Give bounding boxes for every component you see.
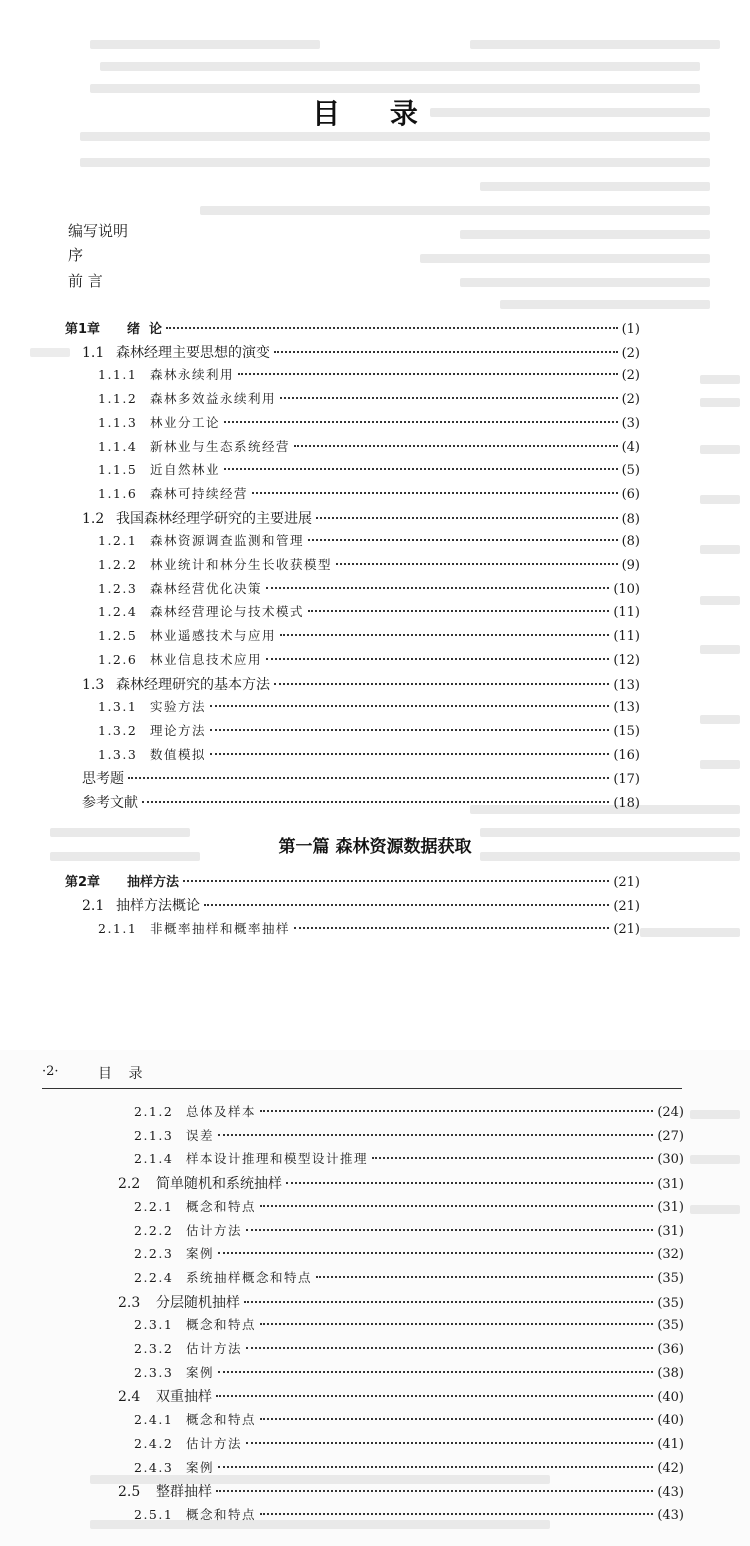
bleed-through-line	[700, 645, 740, 654]
toc-entry-number: 2.1.1	[98, 921, 138, 936]
toc-entry-number: 1.2.4	[98, 604, 138, 620]
toc-entry-page: (21)	[613, 922, 640, 937]
toc-entry-number: 2.2.4	[134, 1269, 174, 1285]
toc-entry-number: 1.1.6	[98, 485, 138, 501]
toc-entry[interactable]	[98, 579, 640, 603]
bleed-through-line	[700, 715, 740, 724]
toc-entry-number: 第2章	[65, 875, 101, 890]
bleed-through-line	[500, 300, 710, 309]
toc-entry-page: (38)	[657, 1365, 684, 1381]
toc-entry-title: 案例	[186, 1364, 215, 1380]
bleed-through-line	[480, 182, 710, 191]
toc-entry-page: (8)	[621, 534, 640, 550]
toc-entry-page: (3)	[621, 415, 640, 431]
toc-entry-title: 森林多效益永续利用	[150, 391, 277, 407]
bleed-through-line	[690, 1155, 740, 1164]
bleed-through-line	[700, 495, 740, 504]
front-matter-item[interactable]: 序	[68, 246, 84, 264]
toc-entry[interactable]	[134, 1244, 684, 1268]
toc-entry-page: (16)	[613, 747, 640, 763]
toc-entry-number: 2.3	[118, 1294, 141, 1311]
toc-entry[interactable]	[134, 1102, 684, 1126]
toc-entry-page: (13)	[613, 677, 640, 693]
bleed-through-line	[460, 230, 710, 239]
dot-leader	[210, 704, 609, 707]
toc-entry-page: (31)	[657, 1223, 684, 1239]
dot-leader	[218, 1370, 653, 1373]
toc-entry[interactable]	[134, 1197, 684, 1221]
toc-entry[interactable]	[134, 1268, 684, 1292]
toc-entry-number: 1.2.1	[98, 533, 138, 549]
dot-leader	[166, 326, 618, 329]
toc-entry-page: (21)	[613, 899, 640, 914]
toc-entry-title: 林业信息技术应用	[150, 651, 263, 667]
toc-entry-title: 森林经营优化决策	[150, 580, 263, 596]
toc-entry[interactable]	[98, 460, 640, 484]
toc-entry[interactable]	[134, 1339, 684, 1363]
toc-entry-page: (11)	[613, 629, 640, 645]
bleed-through-line	[700, 375, 740, 384]
toc-entry[interactable]	[82, 792, 640, 816]
dot-leader	[183, 879, 609, 882]
toc-entry-title: 参考文献	[82, 795, 138, 811]
dot-leader	[294, 444, 618, 447]
toc-entry-page: (9)	[621, 558, 640, 573]
front-matter-item[interactable]: 编写说明	[68, 222, 129, 240]
toc-entry-page: (27)	[657, 1128, 684, 1144]
toc-entry-title: 森林永续利用	[150, 367, 235, 383]
dot-leader	[260, 1417, 653, 1420]
toc-entry-page: (8)	[621, 511, 640, 527]
toc-entry-page: (35)	[657, 1318, 684, 1334]
dot-leader	[286, 1181, 653, 1184]
dot-leader	[218, 1465, 653, 1468]
dot-leader	[336, 562, 618, 565]
toc-entry-number: 1.1.2	[98, 391, 138, 407]
toc-entry-title: 概念和特点	[186, 1412, 257, 1428]
toc-entry-title: 分层随机抽样	[156, 1294, 240, 1311]
toc-entry-number: 2.1.3	[134, 1127, 174, 1143]
toc-entry[interactable]	[134, 1505, 684, 1529]
toc-entry-number: 1.2.2	[98, 557, 138, 572]
toc-entry-page: (31)	[657, 1199, 684, 1215]
toc-entry-number: 1.2	[82, 510, 105, 527]
toc-entry-title: 我国森林经理学研究的主要进展	[116, 510, 312, 527]
bleed-through-line	[690, 1205, 740, 1214]
toc-entry[interactable]	[82, 768, 640, 792]
running-title: 目 录	[98, 1066, 149, 1082]
bleed-through-line	[460, 278, 710, 287]
toc-entry-page: (35)	[657, 1270, 684, 1286]
toc-entry-page: (15)	[613, 723, 640, 739]
toc-entry-title: 森林可持续经营	[150, 485, 249, 501]
toc-entry-title: 绪 论	[127, 322, 163, 337]
toc-entry-number: 2.1	[82, 898, 105, 914]
toc-entry[interactable]	[134, 1221, 684, 1245]
toc-entry-title: 森林资源调查监测和管理	[150, 533, 305, 549]
bleed-through-line	[420, 254, 710, 263]
toc-entry[interactable]	[82, 508, 640, 532]
toc-entry-title: 林业统计和林分生长收获模型	[150, 557, 333, 572]
toc-entry-number: 1.1	[82, 344, 105, 361]
toc-entry-page: (6)	[621, 486, 640, 502]
toc-entry-title: 案例	[186, 1459, 215, 1475]
toc-entry[interactable]	[82, 895, 640, 919]
bleed-through-line	[100, 62, 700, 71]
dot-leader	[142, 800, 609, 803]
toc-entry[interactable]	[98, 602, 640, 626]
toc-entry-page: (11)	[613, 605, 640, 621]
toc-entry[interactable]	[134, 1126, 684, 1150]
toc-entry-number: 1.2.6	[98, 651, 138, 667]
dot-leader	[308, 609, 609, 612]
toc-entry-number: 2.1.4	[134, 1151, 174, 1167]
toc-entry-title: 林业遥感技术与应用	[150, 628, 277, 644]
toc-entry-page: (40)	[657, 1413, 684, 1429]
toc-entry-page: (35)	[657, 1295, 684, 1311]
bleed-through-line	[80, 132, 710, 141]
toc-entry[interactable]	[98, 531, 640, 555]
dot-leader	[260, 1512, 653, 1515]
toc-entry-page: (12)	[613, 652, 640, 668]
toc-entry-title: 森林经理主要思想的演变	[116, 344, 270, 361]
toc-entry[interactable]	[118, 1386, 684, 1410]
running-header	[42, 1062, 682, 1089]
toc-entry[interactable]	[82, 674, 640, 698]
bleed-through-line	[700, 445, 740, 454]
page-gap	[0, 955, 750, 1050]
dot-leader	[274, 350, 618, 353]
toc-entry-number: 1.3.2	[98, 722, 138, 738]
toc-entry-page: (30)	[657, 1152, 684, 1168]
toc-entry-page: (1)	[621, 322, 640, 337]
dot-leader	[210, 752, 609, 755]
dot-leader	[238, 372, 618, 375]
toc-entry[interactable]	[98, 626, 640, 650]
toc-entry-title: 概念和特点	[186, 1506, 257, 1522]
dot-leader	[280, 633, 609, 636]
toc-entry-title: 系统抽样概念和特点	[186, 1269, 313, 1285]
dot-leader	[224, 420, 618, 423]
toc-entry-page: (40)	[657, 1390, 684, 1406]
toc-entry-page: (13)	[613, 700, 640, 716]
toc-entry[interactable]	[118, 1173, 684, 1197]
dot-leader	[246, 1441, 653, 1444]
dot-leader	[224, 467, 618, 470]
toc-entry-number: 1.3.1	[98, 699, 138, 715]
toc-entry[interactable]	[98, 745, 640, 769]
dot-leader	[266, 586, 609, 589]
toc-entry-number: 2.4.1	[134, 1412, 174, 1428]
toc-entry-title: 样本设计推理和模型设计推理	[186, 1151, 369, 1167]
dot-leader	[246, 1346, 653, 1349]
toc-entry-number: 2.4	[118, 1389, 141, 1406]
front-matter-item[interactable]: 前 言	[68, 272, 103, 290]
toc-entry-title: 近自然林业	[150, 462, 221, 478]
toc-entry-title: 实验方法	[150, 699, 207, 715]
toc-entry-number: 2.5.1	[134, 1506, 174, 1522]
bleed-through-line	[30, 348, 70, 357]
toc-entry[interactable]	[65, 871, 640, 895]
toc-entry-page: (43)	[657, 1507, 684, 1523]
toc-entry[interactable]	[98, 919, 640, 943]
page-title: 目 录	[312, 97, 438, 130]
toc-entry-number: 2.3.3	[134, 1364, 174, 1380]
toc-entry-number: 2.2.1	[134, 1198, 174, 1214]
toc-entry[interactable]	[98, 555, 640, 579]
toc-entry-title: 理论方法	[150, 722, 207, 738]
toc-entry-title: 思考题	[82, 771, 124, 788]
toc-entry-number: 1.3	[82, 676, 105, 693]
toc-entry-title: 双重抽样	[156, 1389, 212, 1406]
dot-leader	[246, 1228, 653, 1231]
toc-entry[interactable]	[98, 389, 640, 413]
dot-leader	[218, 1251, 653, 1254]
dot-leader	[216, 1489, 653, 1492]
toc-entry-number: 1.3.3	[98, 746, 138, 762]
toc-entry-number: 1.2.3	[98, 580, 138, 596]
toc-entry[interactable]	[118, 1481, 684, 1505]
bleed-through-line	[700, 545, 740, 554]
toc-entry-title: 概念和特点	[186, 1317, 257, 1333]
bleed-through-line	[640, 928, 740, 937]
toc-entry-title: 误差	[186, 1127, 215, 1143]
dot-leader	[294, 926, 609, 929]
dot-leader	[216, 1394, 653, 1397]
toc-entry-title: 新林业与生态系统经营	[150, 438, 291, 454]
bleed-through-line	[90, 40, 320, 49]
toc-entry[interactable]	[134, 1410, 684, 1434]
dot-leader	[128, 776, 609, 779]
bleed-through-line	[80, 158, 710, 167]
toc-entry-number: 2.4.3	[134, 1459, 174, 1475]
bleed-through-line	[470, 40, 720, 49]
toc-page-2	[0, 1050, 750, 1546]
toc-entry[interactable]	[98, 484, 640, 508]
bleed-through-line	[700, 398, 740, 407]
dot-leader	[252, 491, 618, 494]
toc-entry-title: 估计方法	[186, 1222, 243, 1238]
dot-leader	[260, 1204, 653, 1207]
toc-entry[interactable]	[134, 1434, 684, 1458]
toc-entry-title: 总体及样本	[186, 1104, 257, 1119]
dot-leader	[316, 1275, 653, 1278]
bleed-through-line	[690, 1110, 740, 1119]
dot-leader	[204, 903, 609, 906]
toc-entry-page: (43)	[657, 1485, 684, 1501]
page-number: ·2·	[42, 1064, 59, 1079]
dot-leader	[280, 396, 618, 399]
toc-entry-page: (2)	[621, 345, 640, 361]
toc-entry[interactable]	[82, 342, 640, 366]
dot-leader	[274, 682, 609, 685]
toc-entry-number: 2.2.2	[134, 1222, 174, 1238]
bleed-through-line	[200, 206, 710, 215]
dot-leader	[316, 516, 618, 519]
toc-entry-title: 抽样方法	[127, 875, 180, 890]
toc-entry-page: (17)	[613, 772, 640, 788]
toc-entry-number: 2.4.2	[134, 1435, 174, 1451]
dot-leader	[210, 728, 609, 731]
toc-entry-page: (32)	[657, 1247, 684, 1263]
toc-entry-page: (10)	[613, 581, 640, 597]
toc-entry[interactable]	[98, 697, 640, 721]
dot-leader	[266, 657, 609, 660]
toc-entry-title: 案例	[186, 1246, 215, 1262]
bleed-through-line	[700, 760, 740, 769]
toc-entry-number: 2.2.3	[134, 1246, 174, 1262]
toc-entry-number: 1.1.5	[98, 462, 138, 478]
toc-entry[interactable]	[98, 650, 640, 674]
toc-entry[interactable]	[98, 365, 640, 389]
toc-entry-title: 估计方法	[186, 1341, 243, 1356]
toc-entry[interactable]	[65, 318, 640, 342]
toc-entry-number: 第1章	[65, 322, 101, 337]
toc-entry-page: (4)	[621, 439, 640, 455]
toc-entry-number: 2.1.2	[134, 1104, 174, 1119]
dot-leader	[260, 1322, 653, 1325]
toc-entry-page: (18)	[613, 796, 640, 811]
toc-entry-page: (24)	[657, 1105, 684, 1120]
toc-entry-title: 森林经营理论与技术模式	[150, 604, 305, 620]
toc-entry-page: (36)	[657, 1342, 684, 1357]
toc-entry-number: 1.1.4	[98, 438, 138, 454]
dot-leader	[372, 1156, 653, 1159]
toc-entry[interactable]	[134, 1458, 684, 1482]
toc-entry[interactable]	[134, 1315, 684, 1339]
toc-entry-number: 2.5	[118, 1484, 141, 1501]
toc-entry-title: 抽样方法概论	[116, 898, 200, 914]
toc-entry-title: 简单随机和系统抽样	[156, 1176, 282, 1193]
dot-leader	[244, 1300, 653, 1303]
toc-entry-title: 整群抽样	[156, 1484, 212, 1501]
dot-leader	[260, 1109, 653, 1112]
toc-entry-number: 2.3.1	[134, 1317, 174, 1333]
toc-entry-number: 1.2.5	[98, 628, 138, 644]
bleed-through-line	[700, 596, 740, 605]
toc-entry-title: 估计方法	[186, 1435, 243, 1451]
toc-entry-page: (31)	[657, 1177, 684, 1193]
toc-entry-title: 林业分工论	[150, 414, 221, 430]
toc-entry[interactable]	[98, 437, 640, 461]
part-title: 第一篇 森林资源数据获取	[278, 837, 472, 857]
toc-entry-title: 数值模拟	[150, 746, 207, 762]
dot-leader	[308, 538, 618, 541]
toc-entry-page: (2)	[621, 392, 640, 408]
toc-entry-title: 非概率抽样和概率抽样	[150, 921, 291, 936]
toc-entry[interactable]	[134, 1149, 684, 1173]
toc-entry[interactable]	[134, 1363, 684, 1387]
toc-entry-page: (42)	[657, 1460, 684, 1476]
dot-leader	[218, 1133, 653, 1136]
toc-entry[interactable]	[98, 721, 640, 745]
toc-entry-page: (5)	[621, 463, 640, 479]
toc-entry-page: (21)	[613, 875, 640, 890]
toc-entry[interactable]	[98, 413, 640, 437]
toc-entry-number: 2.3.2	[134, 1341, 174, 1356]
toc-entry-number: 1.1.3	[98, 414, 138, 430]
toc-entry-number: 1.1.1	[98, 367, 138, 383]
toc-entry-page: (41)	[657, 1436, 684, 1452]
toc-entry[interactable]	[118, 1292, 684, 1316]
toc-entry-title: 森林经理研究的基本方法	[116, 676, 270, 693]
toc-entry-title: 概念和特点	[186, 1198, 257, 1214]
toc-entry-page: (2)	[621, 368, 640, 384]
toc-entry-number: 2.2	[118, 1176, 141, 1193]
